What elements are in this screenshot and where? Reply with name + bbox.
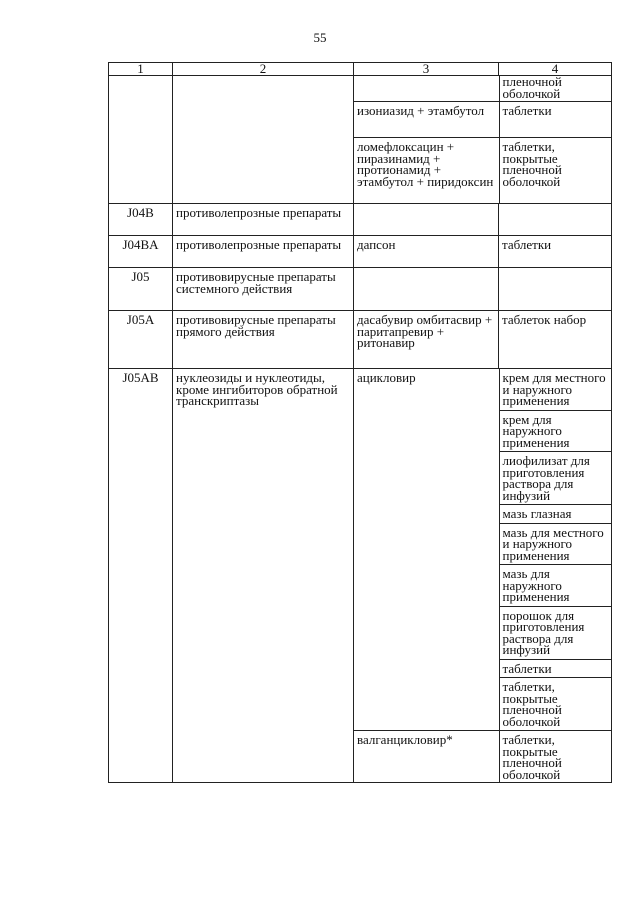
drug-name: ацикловир — [354, 369, 499, 731]
drug-name — [354, 268, 499, 311]
column-header-4: 4 — [499, 63, 612, 76]
dosage-form: мазь глазная — [500, 504, 613, 523]
dosage-form: таблетки, покрытые пленочной оболочкой — [499, 731, 612, 783]
atc-code: J05AB — [109, 369, 173, 783]
dosage-form: крем для наружного применения — [500, 410, 613, 452]
drug-name — [354, 204, 499, 236]
medication-table — [108, 62, 612, 783]
drug-name: ломефлоксацин + пиразинамид + протионамид + этамбутол + пиридоксин — [354, 138, 499, 204]
page-number: 55 — [313, 30, 327, 45]
group-name: противовирусные препараты системного действия — [173, 268, 354, 311]
drug-list — [354, 76, 612, 204]
drug-name: дапсон — [354, 236, 499, 268]
dosage-form: пленочной оболочкой — [502, 74, 562, 101]
dosage-form: таблетки, покрытые пленочной оболочкой — [499, 138, 612, 204]
table-row — [109, 268, 612, 311]
group-name: противолепрозные препараты — [173, 204, 354, 236]
drug-name: валганцикловир* — [354, 731, 499, 783]
dosage-form: таблетки — [500, 659, 613, 678]
atc-code — [109, 76, 173, 204]
column-header-3: 3 — [354, 63, 499, 76]
group-name: противовирусные препараты прямого действия — [173, 311, 354, 369]
atc-code: J04B — [109, 204, 173, 236]
dosage-form: таблеток набор — [499, 311, 612, 369]
dosage-form: крем для местного и наружного применения — [502, 370, 606, 408]
group-name: нуклеозиды и нуклеотиды, кроме ингибиторов обратной транскриптазы — [173, 369, 354, 783]
column-header-1: 1 — [109, 63, 173, 76]
table-row — [109, 311, 612, 369]
dosage-form — [499, 204, 612, 236]
atc-code: J05 — [109, 268, 173, 311]
dosage-form: таблетки — [499, 236, 612, 268]
group-name — [173, 76, 354, 204]
dosage-form: лиофилизат для приготовления раствора для инфузий — [500, 451, 613, 504]
table-row — [109, 369, 612, 783]
table-row — [109, 236, 612, 268]
dosage-form: мазь для наружного применения — [500, 564, 613, 606]
dosage-form: таблетки, покрытые пленочной оболочкой — [500, 677, 613, 730]
dosage-form — [499, 268, 612, 311]
dosage-form: порошок для приготовления раствора для инфузий — [500, 606, 613, 659]
dosage-form: таблетки — [499, 102, 612, 138]
drug-name: дасабувир омбитасвир + паритапревир + ритонавир — [354, 311, 499, 369]
column-header-2: 2 — [173, 63, 354, 76]
atc-code: J04BA — [109, 236, 173, 268]
drug-name: изониазид + этамбутол — [354, 102, 499, 138]
table-row — [109, 204, 612, 236]
group-name: противолепрозные препараты — [173, 236, 354, 268]
table-row — [109, 76, 612, 204]
dosage-form: мазь для местного и наружного применения — [500, 523, 613, 565]
atc-code: J05A — [109, 311, 173, 369]
drug-list — [354, 369, 612, 783]
drug-name — [354, 76, 499, 102]
